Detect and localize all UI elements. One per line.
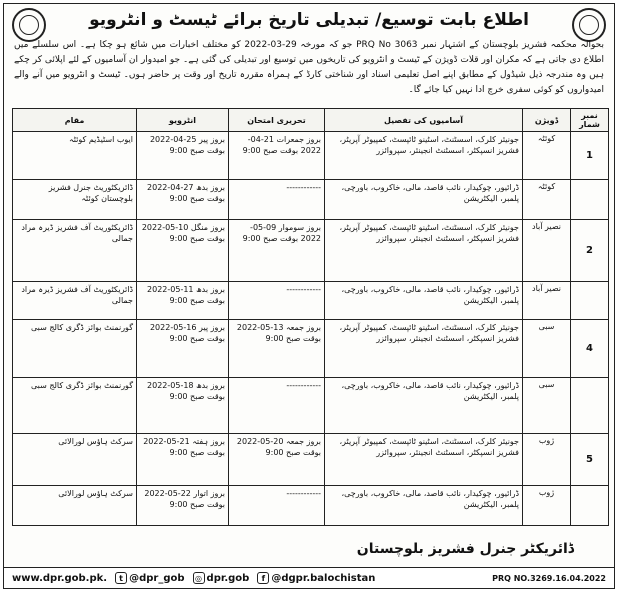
division-cell: کوئٹہ bbox=[523, 180, 571, 220]
intro-paragraph: بحوالہ محکمہ فشریز بلوچستان کے اشتہار نمبر PRQ No 3063 جو کہ مورخہ 29-03-2022 کو مختلف اخبارات میں شائع ہو چکا ہے۔ اس سلسلے میں اطلاع دی جاتی ہے کہ مکران اور قلات ڈویژن کے ٹیسٹ و انٹرویو کی تاریخوں میں توسیع اور تبدیلی کی گئی ہے۔ جو امیدوار ان آسامیوں کے لئے اپلائی کر چکے ہیں وہ مندرجہ ذیل شیڈول کے مطابق اپنے اصل تعلیمی اسناد اور شناختی کارڈ کے ہمراہ مقررہ تاریخ اور وقت پر حاضر ہوں۔ ٹیسٹ و انٹرویو میں آنے والے امیدواروں کو کوئی سفری خرچ ادا نہیں کیا جائے گا۔ bbox=[14, 40, 604, 95]
website-text: www.dpr.gob.pk. bbox=[12, 572, 108, 584]
division-cell: سبی bbox=[523, 378, 571, 434]
table-row bbox=[13, 378, 609, 434]
venue-cell: گورنمنٹ بوائز ڈگری کالج سبی bbox=[13, 378, 137, 434]
twitter-link[interactable] bbox=[115, 572, 184, 584]
division-cell: کوئٹہ bbox=[523, 132, 571, 180]
division-cell: ژوب bbox=[523, 434, 571, 486]
venue-cell: ایوب اسٹیڈیم کوئٹہ bbox=[13, 132, 137, 180]
venue-cell: سرکٹ ہاؤس لورالائی bbox=[13, 486, 137, 526]
serial-cell: 5 bbox=[571, 434, 609, 486]
written-test-cell: ------------ bbox=[229, 486, 325, 526]
interview-cell: بروز ہفتہ 21-05-2022 بوقت صبح 9:00 bbox=[137, 434, 229, 486]
interview-cell: بروز پیر 25-04-2022 بوقت صبح 9:00 bbox=[137, 132, 229, 180]
serial-cell bbox=[571, 282, 609, 320]
interview-cell: بروز بدھ 27-04-2022 بوقت صبح 9:00 bbox=[137, 180, 229, 220]
posts-cell: ڈرائیور، چوکیدار، نائب قاصد، مالی، خاکروب، باورچی، پلمبر، الیکٹریشن bbox=[325, 180, 523, 220]
serial-cell: 2 bbox=[571, 220, 609, 282]
serial-cell bbox=[571, 180, 609, 220]
interview-cell: بروز منگل 10-05-2022 بوقت صبح 9:00 bbox=[137, 220, 229, 282]
instagram-link[interactable] bbox=[193, 572, 250, 584]
written-test-cell: بروز جمعہ 13-05-2022 بوقت صبح 9:00 bbox=[229, 320, 325, 378]
prq-number: PRQ NO.3269.16.04.2022 bbox=[492, 573, 606, 583]
facebook-handle: @dgpr.balochistan bbox=[271, 572, 376, 584]
division-cell: نصیر آباد bbox=[523, 220, 571, 282]
table-row bbox=[13, 282, 609, 320]
header-posts: آسامیوں کی تفصیل bbox=[325, 109, 523, 132]
serial-cell: 1 bbox=[571, 132, 609, 180]
interview-cell: بروز اتوار 22-05-2022 بوقت صبح 9:00 bbox=[137, 486, 229, 526]
written-test-cell: بروز جمعہ 20-05-2022 بوقت صبح 9:00 bbox=[229, 434, 325, 486]
written-test-cell: بروز جمعرات 21-04-2022 بوقت صبح 9:00 bbox=[229, 132, 325, 180]
division-cell: ژوب bbox=[523, 486, 571, 526]
footer-bar bbox=[4, 567, 614, 588]
written-test-cell: ------------ bbox=[229, 378, 325, 434]
website-link[interactable] bbox=[12, 573, 107, 584]
venue-cell: گورنمنٹ بوائز ڈگری کالج سبی bbox=[13, 320, 137, 378]
division-cell: سبی bbox=[523, 320, 571, 378]
department-logo-icon bbox=[572, 8, 606, 42]
posts-cell: ڈرائیور، چوکیدار، نائب قاصد، مالی، خاکروب، باورچی، پلمبر، الیکٹریشن bbox=[325, 282, 523, 320]
interview-cell: بروز بدھ 18-05-2022 بوقت صبح 9:00 bbox=[137, 378, 229, 434]
table-row bbox=[13, 132, 609, 180]
posts-cell: جونیئر کلرک، اسسٹنٹ، اسٹینو ٹائپسٹ، کمپیوٹر آپریٹر، فشریز انسپکٹر، اسسٹنٹ انجینئر، سپروائزر bbox=[325, 132, 523, 180]
division-cell: نصیر آباد bbox=[523, 282, 571, 320]
serial-cell bbox=[571, 378, 609, 434]
venue-cell: سرکٹ ہاؤس لورالائی bbox=[13, 434, 137, 486]
venue-cell: ڈائریکٹوریٹ آف فشریز ڈیرہ مراد جمالی bbox=[13, 220, 137, 282]
written-test-cell: ------------ bbox=[229, 282, 325, 320]
serial-cell bbox=[571, 486, 609, 526]
posts-cell: جونیئر کلرک، اسسٹنٹ، اسٹینو ٹائپسٹ، کمپیوٹر آپریٹر، فشریز انسپکٹر، اسسٹنٹ انجینئر، سپروائزر bbox=[325, 320, 523, 378]
written-test-cell: بروز سوموار 09-05-2022 بوقت صبح 9:00 bbox=[229, 220, 325, 282]
posts-cell: ڈرائیور، چوکیدار، نائب قاصد، مالی، خاکروب، باورچی، پلمبر، الیکٹریشن bbox=[325, 378, 523, 434]
page-title: اطلاع بابت توسیع/ تبدیلی تاریخ برائے ٹیسٹ و انٹرویو bbox=[89, 10, 529, 30]
government-seal-icon bbox=[12, 8, 46, 42]
table-header-row bbox=[13, 109, 609, 132]
written-test-cell: ------------ bbox=[229, 180, 325, 220]
facebook-link[interactable] bbox=[257, 572, 375, 584]
twitter-handle: @dpr_gob bbox=[129, 572, 185, 584]
instagram-handle: dpr.gob bbox=[206, 572, 250, 584]
facebook-icon: f bbox=[257, 572, 269, 584]
interview-cell: بروز پیر 16-05-2022 بوقت صبح 9:00 bbox=[137, 320, 229, 378]
advertisement-page bbox=[3, 3, 615, 589]
instagram-icon: ◎ bbox=[193, 572, 205, 584]
signature-title: ڈائریکٹر جنرل فشریز بلوچستان bbox=[356, 541, 574, 557]
header-venue: مقام bbox=[13, 109, 137, 132]
header-division: ڈویژن bbox=[523, 109, 571, 132]
header-written-test: تحریری امتحان bbox=[229, 109, 325, 132]
interview-cell: بروز بدھ 11-05-2022 بوقت صبح 9:00 bbox=[137, 282, 229, 320]
schedule-table bbox=[12, 108, 609, 526]
table-row bbox=[13, 486, 609, 526]
twitter-icon: t bbox=[115, 572, 127, 584]
venue-cell: ڈائریکٹوریٹ آف فشریز ڈیرہ مراد جمالی bbox=[13, 282, 137, 320]
posts-cell: جونیئر کلرک، اسسٹنٹ، اسٹینو ٹائپسٹ، کمپیوٹر آپریٹر، فشریز انسپکٹر، اسسٹنٹ انجینئر، سپروائزر bbox=[325, 220, 523, 282]
serial-cell: 4 bbox=[571, 320, 609, 378]
table-row bbox=[13, 320, 609, 378]
posts-cell: ڈرائیور، چوکیدار، نائب قاصد، مالی، خاکروب، باورچی، پلمبر، الیکٹریشن bbox=[325, 486, 523, 526]
table-row bbox=[13, 434, 609, 486]
posts-cell: جونیئر کلرک، اسسٹنٹ، اسٹینو ٹائپسٹ، کمپیوٹر آپریٹر، فشریز انسپکٹر، اسسٹنٹ انجینئر، سپروائزر bbox=[325, 434, 523, 486]
header-interview: انٹرویو bbox=[137, 109, 229, 132]
header-serial: نمبر شمار bbox=[571, 109, 609, 132]
venue-cell: ڈائریکٹوریٹ جنرل فشریز بلوچستان کوئٹہ bbox=[13, 180, 137, 220]
table-row bbox=[13, 180, 609, 220]
table-row bbox=[13, 220, 609, 282]
